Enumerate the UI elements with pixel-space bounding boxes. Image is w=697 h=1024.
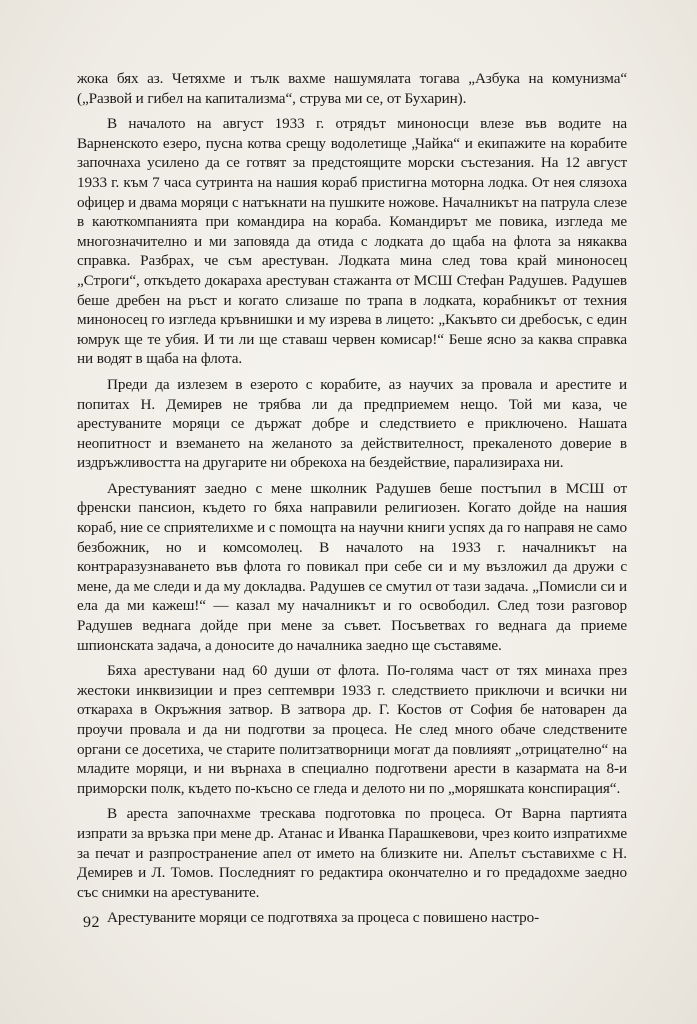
paragraph: Преди да излезем в езерото с корабите, аз научих за провала и арестите и попитах Н. Демирев не трябва ли да предприемем нещо. Той ми каза, че арестуваните моряци се държат добре и следствието е приключено. Нашата неопитност и вземането на желаното за действителност, прекаленото доверие в издръжливостта на другарите ни обрекоха на бездействие, парализираха ни. (77, 375, 627, 472)
paragraph: Арестуваните моряци се подготвяха за процеса с повишено настро- (107, 909, 540, 927)
paragraph: В началото на август 1933 г. отрядът миноносци влезе във водите на Варненското езеро, пусна котва срещу водолетище „Чайка“ и екипажите на корабите започнаха усилено да се готвят за предстоящите морски състезания. На 12 август 1933 г. към 7 часа сутринта на нашия кораб пристигна моторна лодка. От нея слязоха офицер и двама моряци с натъкнати на пушките ножове. Началникът на патрула слезе в каюткомпанията при командира на кораба. Командирът ме повика, изгледа ме многозначително и ми заповяда да отида с лодката до щаба на флота за някаква справка. Разбрах, че съм арестуван. Лодката мина след това край миноносец „Строги“, откъдето докараха арестуван стажанта от МСШ Стефан Радушев. Радушев беше дребен на ръст и когато слизаше по трапа в лодката, корабникът от техния миноносец го изгледа кръвнишки и му изрева в лицето: „Какъвто си дребосък, с един юмрук ще те убия. И ти ли ще ставаш червен комисар!“ Беше ясно за каква справка ни водят в щаба на флота. (77, 115, 627, 368)
paragraph: В ареста започнахме трескава подготовка по процеса. От Варна партията изпрати за връзка при мене др. Атанас и Иванка Парашкевови, чрез които изпратихме за печат и разпространение апел от името на близките ни. Апелът съставихме с Н. Демирев и Л. Томов. Последният го редактира окончателно и го предадохме заедно със снимки на арестуваните. (77, 805, 627, 901)
body-text (77, 69, 627, 934)
page-number: 92 (83, 914, 100, 931)
paragraph: жока бях аз. Четяхме и тълк вахме нашумялата тогава „Азбука на комунизма“ („Развой и гибел на капитализма“, струва ми се, от Бухарин). (77, 70, 627, 107)
paragraph: Бяха арестувани над 60 души от флота. По-голяма част от тях минаха през жестоки инквизиции и през септември 1933 г. следствието приключи и всички ни откараха в Окръжния затвор. В затвора др. Г. Костов от София бе натоварен да проучи провала и да ни подготви за процеса. Не след много обаче следствените органи се досетиха, че старите политзатворници могат да повлияят „отрицателно“ на младите моряци, и ни върнаха в специално подготвени арести в казармата на 8-и приморски полк, където по-късно се гледа и делото ни по „моряшката конспирация“. (77, 662, 627, 797)
paragraph: Арестуваният заедно с мене школник Радушев беше постъпил в МСШ от френски пансион, където го бяха направили религиозен. Когато дойде на нашия кораб, ние се сприятелихме и с помощта на научни книги успях да го направя не само безбожник, но и комсомолец. В началото на 1933 г. началникът на контраразузнаването във флота го повикал при себе си и му възложил да дружи с мене, да ме следи и да му докладва. Радушев се смутил от тази задача. „Помисли си и ела да ми кажеш!“ — казал му началникът и го освободил. След този разговор Радушев веднага дойде при мене за съвет. Посъветвах го веднага да приеме шпионската задача, а доносите до началника заедно ще съставяме. (77, 479, 627, 654)
